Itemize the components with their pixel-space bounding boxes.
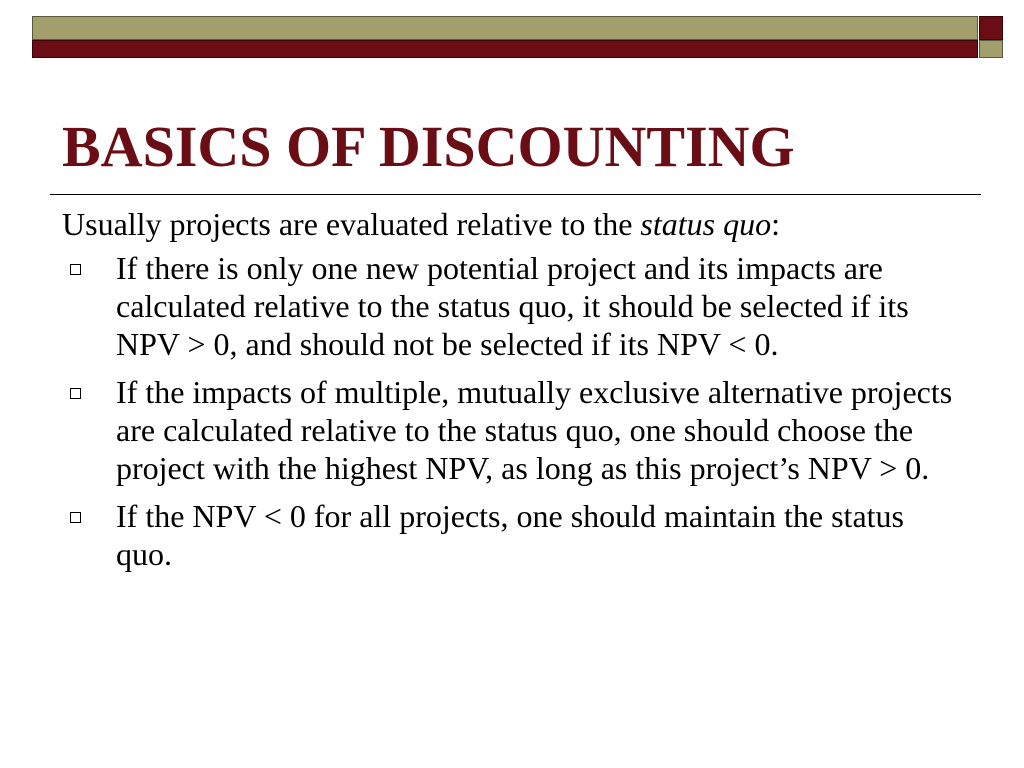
- title-divider: [50, 194, 981, 195]
- bullet-text: If the NPV < 0 for all projects, one should maintain the status quo.: [116, 498, 904, 572]
- bullet-text: If the impacts of multiple, mutually exclusive alternative projects are calculated relative to the status quo, one should choose the project with the highest NPV, as long as this project’s NPV > 0.: [116, 374, 953, 486]
- bullet-item: [62, 373, 962, 487]
- corner-square-olive: [979, 40, 1003, 58]
- hollow-square-icon: [70, 512, 81, 523]
- slide-title: BASICS OF DISCOUNTING: [62, 114, 795, 179]
- intro-text: [62, 205, 962, 243]
- bullet-item: [62, 497, 962, 573]
- header-band-olive: [32, 16, 978, 40]
- hollow-square-icon: [70, 264, 81, 275]
- intro-after: :: [771, 206, 780, 242]
- bullet-text: If there is only one new potential project and its impacts are calculated relative to the status quo, it should be selected if its NPV > 0, and should not be selected if its NPV < 0.: [116, 250, 909, 362]
- slide-body: [62, 205, 962, 583]
- hollow-square-icon: [70, 388, 81, 399]
- corner-square-maroon: [979, 16, 1003, 40]
- header-band-maroon: [32, 40, 978, 58]
- bullet-item: [62, 249, 962, 363]
- intro-before: Usually projects are evaluated relative to the: [62, 206, 641, 242]
- bullet-list: [62, 249, 962, 573]
- intro-emphasis: status quo: [640, 206, 772, 242]
